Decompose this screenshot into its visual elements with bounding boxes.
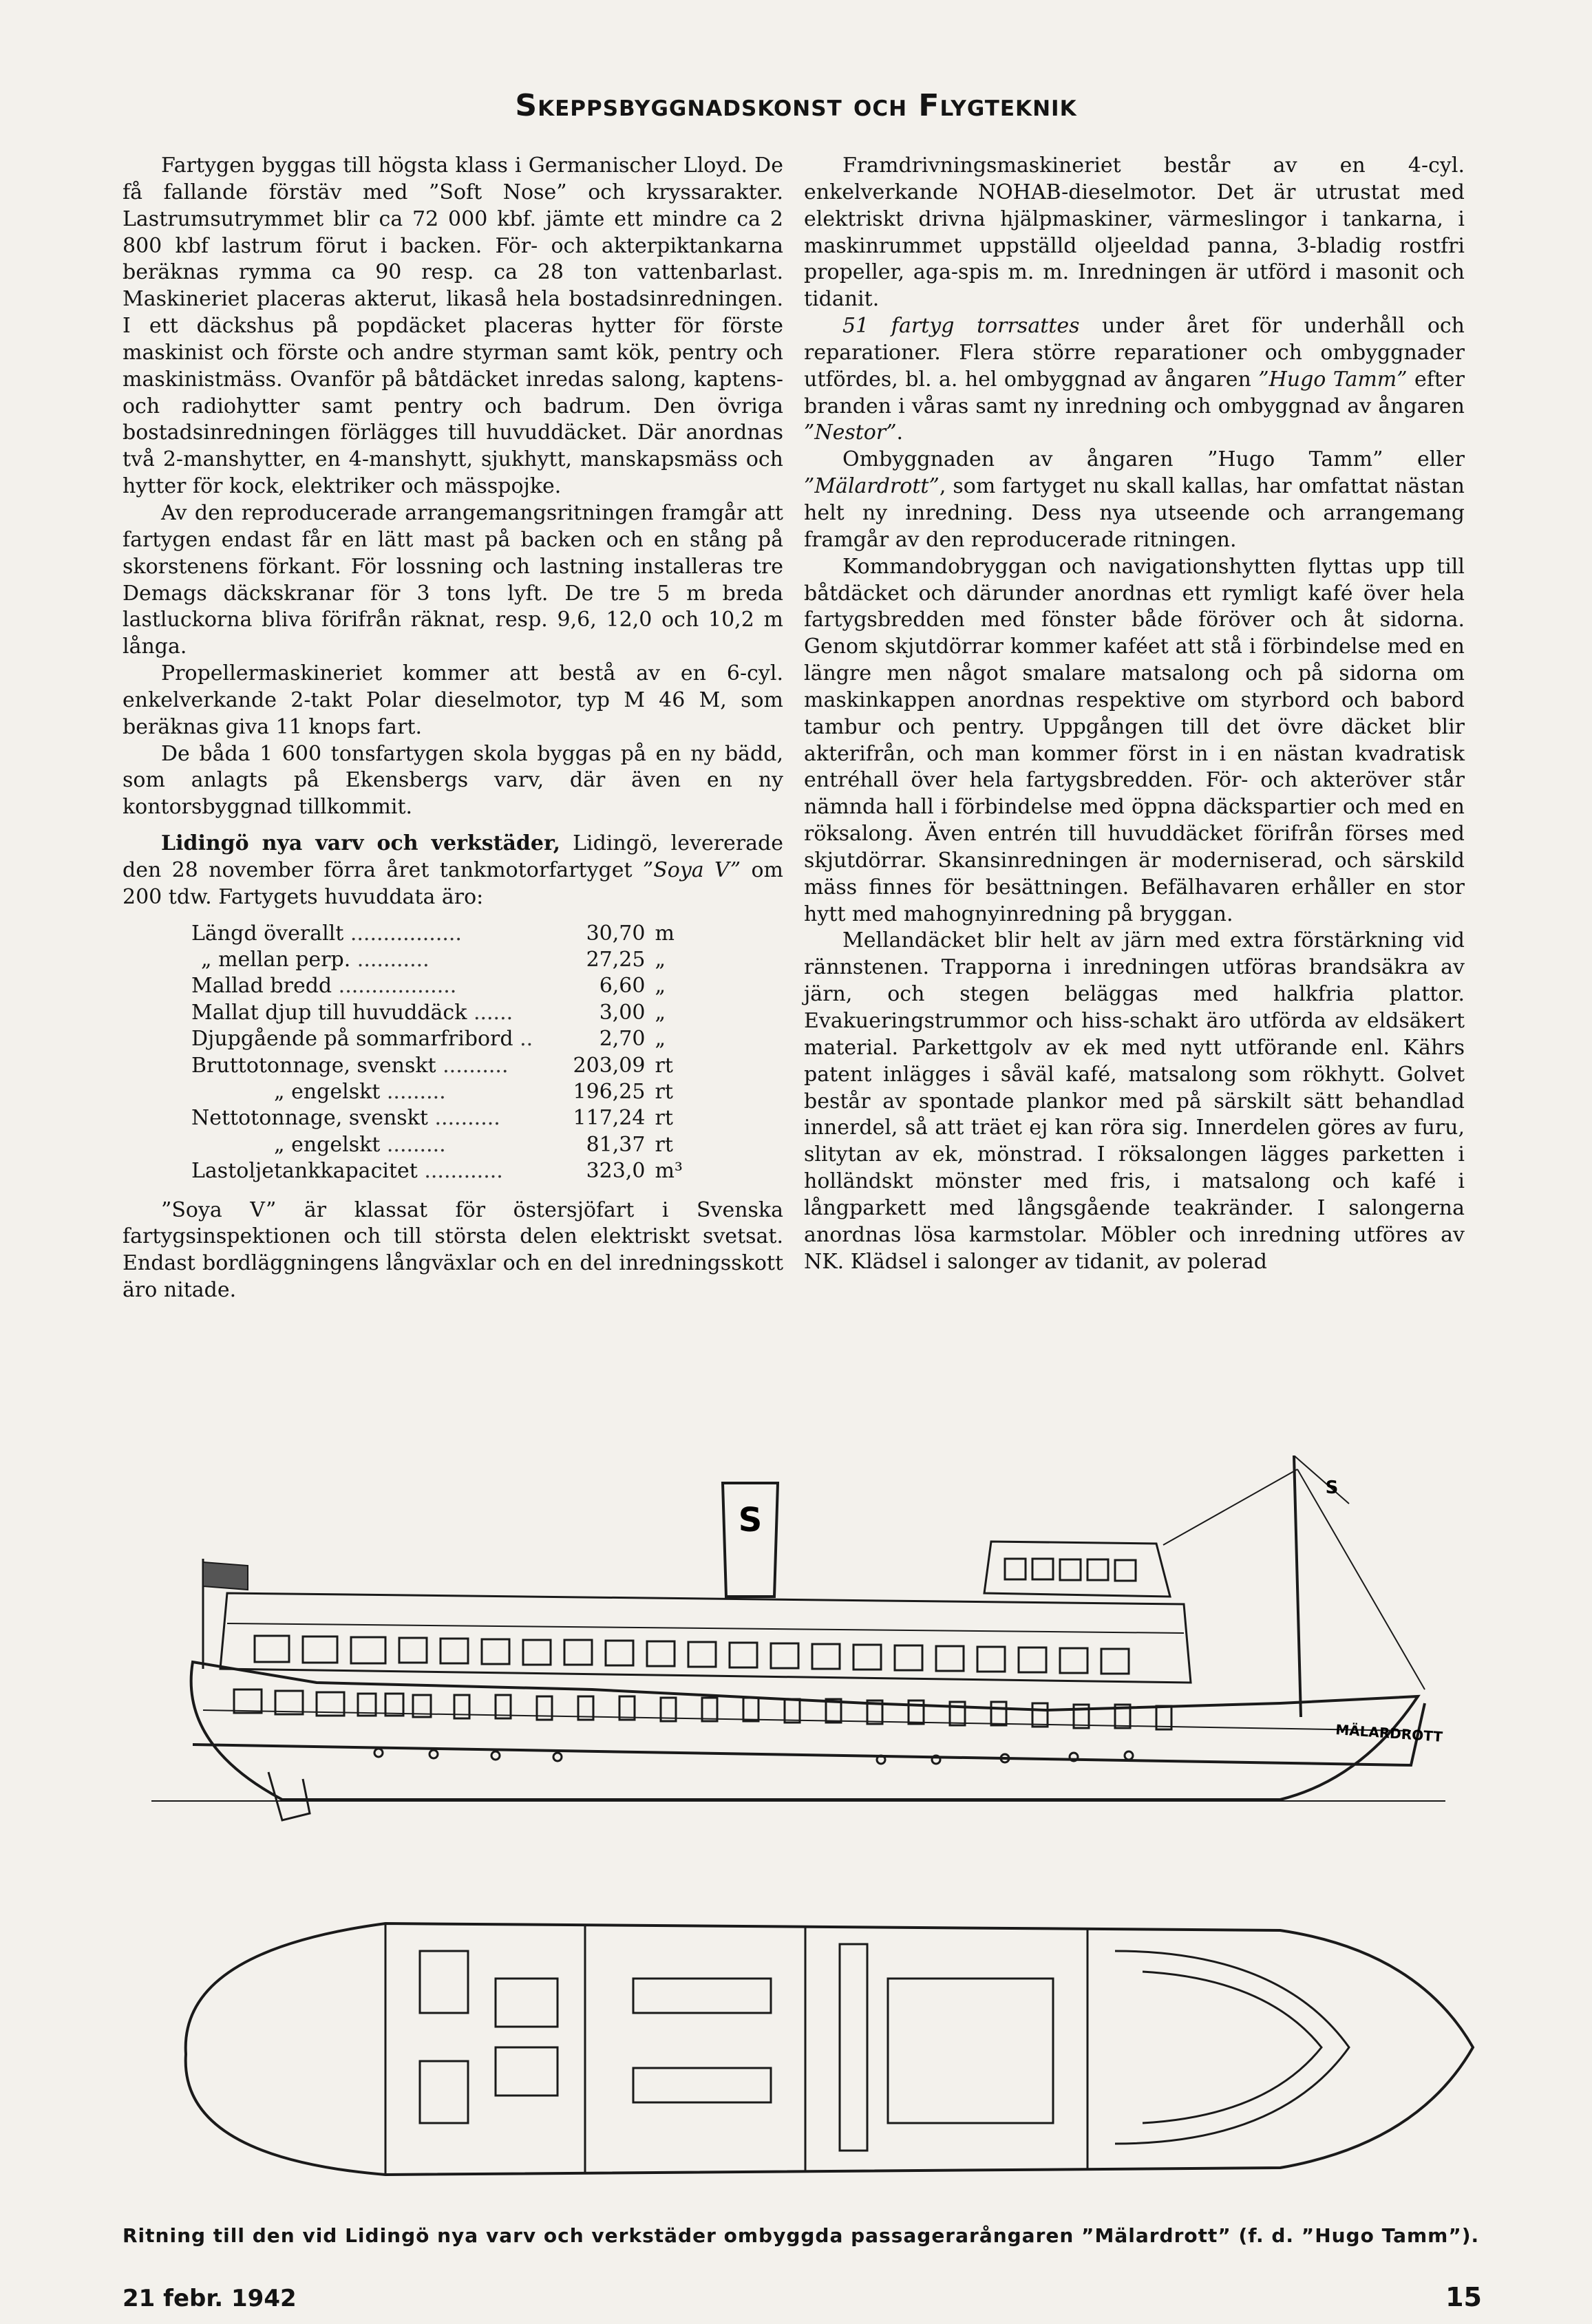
- spec-value: 27,25: [586, 948, 646, 972]
- spec-unit: rt: [655, 1132, 673, 1157]
- spec-value: 2,70: [599, 1027, 646, 1052]
- spec-label: „ mellan perp. ...........: [201, 948, 429, 972]
- paragraph: ”Soya V” är klassat för östersjöfart i Svenska fartygsinspektionen och till största delen elektriskt svetsat. Endast bordläggningens långväxlar och en del inredningsskott äro nitade.: [123, 1197, 783, 1303]
- spec-label: Längd överallt .................: [191, 921, 462, 946]
- spec-value: 81,37: [586, 1132, 646, 1157]
- paragraph: Kommandobryggan och navigationshytten flyttas upp till båtdäcket och därunder anordnas ett rymligt kafé över hela fartygsbredden med fönster både föröver och åt sidorna. Genom skjutdörrar kommer kaféet att stå i förbindelse med en längre men något smalare matsalong och på sidorna om maskinkappen anordnas respektive om styrbord och babord tambur och pentry. Uppgången till det övre däcket blir akterifrån, och man kommer först in i en nästan kvadratisk entréhall över hela fartygsbredden. För- och akteröver står nämnda hall i förbindelse med öppna däckspartier och med en röksalong. Även entrén till huvuddäcket förifrån förses med skjutdörrar. Skansinredningen är moderniserad, och särskild mäss finnes för besättningen. Befälhavaren erhåller en stor hytt med mahognyinredning på bryggan.: [804, 554, 1465, 926]
- spec-unit: rt: [655, 1079, 673, 1104]
- paragraph-soya: Lidingö nya varv och verkstäder, Lidingö, levererade den 28 november förra året tankmotorfartyget ”Soya V” om 200 tdw. Fartygets huvuddata äro:: [123, 831, 783, 909]
- spec-unit: „: [655, 1027, 666, 1052]
- issue-date: 21 febr. 1942: [123, 2285, 297, 2312]
- spec-label: Nettotonnage, svenskt ..........: [191, 1106, 500, 1131]
- bridge-windows: [1005, 1559, 1136, 1581]
- spec-table: [191, 921, 687, 1185]
- spec-label: „ engelskt .........: [274, 1132, 446, 1157]
- spec-value: 3,00: [599, 1000, 646, 1025]
- spec-unit: „: [655, 948, 666, 972]
- spec-value: 323,0: [586, 1159, 646, 1184]
- spec-label: Mallat djup till huvuddäck ......: [191, 1000, 513, 1025]
- left-column: [123, 153, 783, 1304]
- spec-value: 30,70: [586, 921, 646, 946]
- ship-name: ”Hugo Tamm”: [1258, 367, 1408, 392]
- ship-drawing: [110, 1456, 1487, 2188]
- upper-deck-windows: [255, 1636, 1129, 1674]
- spec-row: [191, 973, 687, 999]
- page-title: Skeppsbyggnadskonst och Flygteknik: [515, 88, 1077, 123]
- paragraph: Av den reproducerade arrangemangsritningen framgår att fartygen endast får en lätt mast på backen och en stång på skorstenens förkant. För lossning och lastning installeras tre Demags däckskranar för 3 tons lyft. De tre 5 m breda lastluckorna bliva förifrån räknat, resp. 9,6, 12,0 och 10,2 m långa.: [123, 500, 783, 659]
- paragraph: Framdrivningsmaskineriet består av en 4-cyl. enkelverkande NOHAB-dieselmotor. Det är utrustat med elektriskt drivna hjälpmaskiner, värmeslingor i tankarna, i maskinrummet uppställd oljeeldad panna, 3-bladig rostfri propeller, aga-spis m. m. Inredningen är utförd i masonit och tidanit.: [804, 153, 1465, 312]
- funnel-letter: S: [738, 1501, 763, 1539]
- spec-label: Djupgående på sommarfribord ..: [191, 1027, 533, 1052]
- spec-row: [191, 1000, 687, 1026]
- deck-plan: [186, 1923, 1473, 2175]
- side-elevation: [151, 1456, 1445, 1820]
- spec-row: [191, 1026, 687, 1052]
- spec-row: [191, 947, 687, 973]
- hull-name: MÄLARDROTT: [1335, 1721, 1443, 1745]
- spec-unit: „: [655, 974, 666, 999]
- lead-text: 51 fartyg torrsattes: [842, 314, 1080, 339]
- spec-label: Mallad bredd ..................: [191, 974, 457, 999]
- ship-name: ”Soya V”: [642, 857, 741, 882]
- spec-label: Bruttotonnage, svenskt ..........: [191, 1053, 509, 1078]
- spec-row: [191, 1079, 687, 1105]
- spec-row: [191, 1053, 687, 1079]
- paragraph: Fartygen byggas till högsta klass i Germanischer Lloyd. De få fallande förstäv med ”Soft Nose” och kryssarakter. Lastrumsutrymmet blir ca 72 000 kbf. jämte ett mindre ca 2 800 kbf lastrum förut i backen. För- och akterpiktankarna beräknas rymma ca 90 resp. ca 28 ton vattenbarlast. Maskineriet placeras akterut, likaså hela bostadsinredningen. I ett däckshus på popdäcket placeras hytter för förste maskinist och förste och andre styrman samt kök, pentry och maskinistmäss. Ovanför på båtdäcket inredas salong, kaptens- och radiohytter samt pentry och badrum. Den övriga bostadsinredningen förlägges till huvuddäcket. Där anordnas två 2-manshytter, en 4-manshytt, sjukhytt, manskapsmäss och hytter för kock, elektriker och mässpojke.: [123, 153, 783, 499]
- ship-name: ”Nestor”: [804, 420, 897, 445]
- spec-label: „ engelskt .........: [274, 1079, 446, 1104]
- spec-unit: „: [655, 1000, 666, 1025]
- spec-row: [191, 921, 687, 947]
- paragraph: 51 fartyg torrsattes under året för underhåll och reparationer. Flera större reparationer och ombyggnader utfördes, bl. a. hel ombyggnad av ångaren ”Hugo Tamm” efter branden i våras samt ny inredning och ombyggnad av ångaren ”Nestor”.: [804, 314, 1465, 445]
- flag-letter: S: [1325, 1478, 1339, 1498]
- right-column: [804, 153, 1465, 1275]
- spec-unit: rt: [655, 1053, 673, 1078]
- spec-unit: m³: [655, 1159, 683, 1184]
- page-number: 15: [1445, 2282, 1482, 2312]
- spec-label: Lastoljetankkapacitet ............: [191, 1159, 503, 1184]
- spec-row: [191, 1105, 687, 1131]
- paragraph: De båda 1 600 tonsfartygen skola byggas på en ny bädd, som anlagts på Ekensbergs varv, där även en ny kontorsbyggnad tillkommit.: [123, 741, 783, 820]
- portholes: [374, 1749, 1133, 1764]
- spec-unit: m: [655, 921, 675, 946]
- figure-caption: Ritning till den vid Lidingö nya varv och verkstäder ombyggda passagerarångaren ”Mälardrott” (f. d. ”Hugo Tamm”).: [123, 2224, 1480, 2247]
- spec-row: [191, 1132, 687, 1158]
- paragraph: Mellandäcket blir helt av järn med extra förstärkning vid rännstenen. Trapporna i inredningen utföras brandsäkra av järn, och stegen beläggas med halkfria plattor. Evakueringstrummor och hiss-schakt äro utförda av eldsäkert material. Parkettgolv av ek med nytt utförande enl. Kährs patent inlägges i såväl kafé, matsalong som rökhytt. Golvet består av spontade plankor med på särskilt sätt behandlad innerdel, så att träet ej kan röra sig. Innerdelen göres av furu, slitytan av ek, mönstrad. I röksalongen lägges parketten i holländskt mönster med fris, i matsalong och kafé i långparkett med långsgående teakränder. I salongerna anordnas lösa karmstolar. Möbler och inredning utföres av NK. Klädsel i salonger av tidanit, av polerad: [804, 928, 1465, 1274]
- spec-value: 6,60: [599, 974, 646, 999]
- spec-row: [191, 1158, 687, 1184]
- paragraph: Propellermaskineriet kommer att bestå av en 6-cyl. enkelverkande 2-takt Polar dieselmotor, typ M 46 M, som beräknas giva 11 knops fart.: [123, 661, 783, 739]
- spec-value: 196,25: [573, 1079, 646, 1104]
- lead-text: Lidingö nya varv och verkstäder,: [161, 831, 561, 856]
- paragraph: Ombyggnaden av ångaren ”Hugo Tamm” eller ”Mälardrott”, som fartyget nu skall kallas, har omfattat nästan helt ny inredning. Dess nya utseende och arrangemang framgår av den reproducerade ritningen.: [804, 447, 1465, 552]
- spec-value: 117,24: [573, 1106, 646, 1131]
- spec-value: 203,09: [573, 1053, 646, 1078]
- spec-unit: rt: [655, 1106, 673, 1131]
- ship-name: ”Mälardrott”: [804, 474, 940, 499]
